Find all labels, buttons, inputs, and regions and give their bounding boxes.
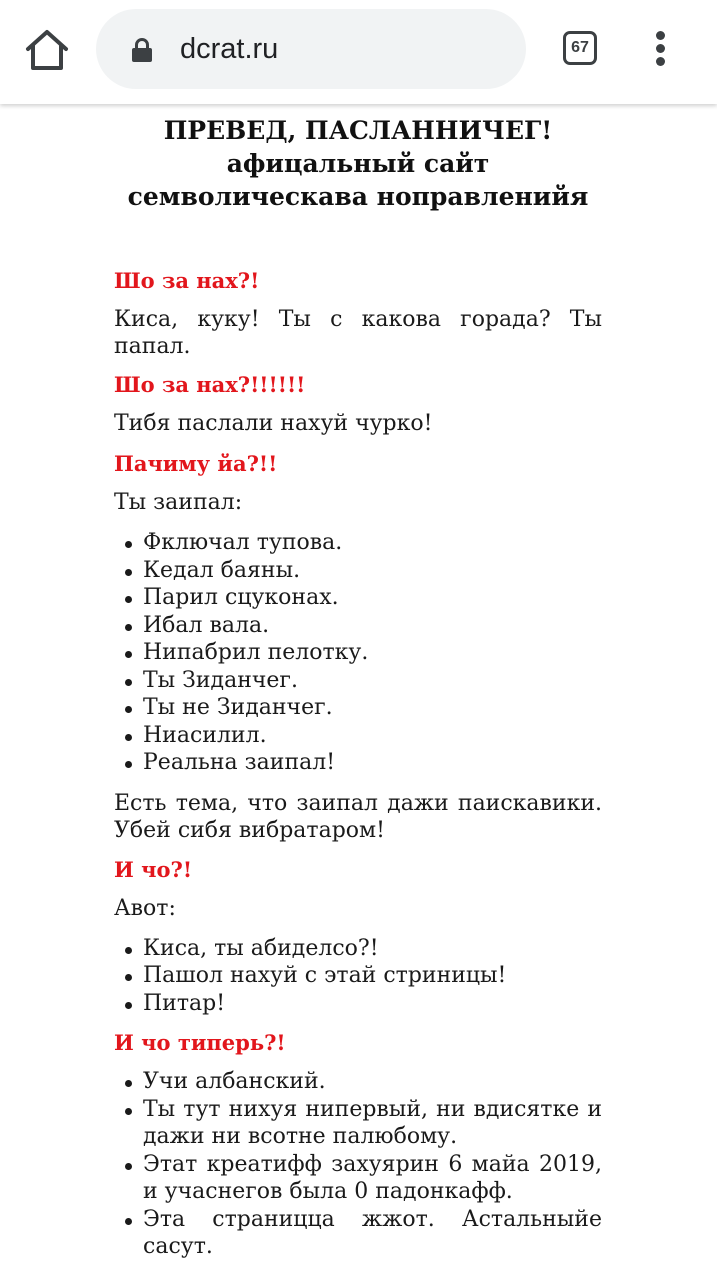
- section-heading: Шо за нах?!: [114, 268, 260, 293]
- list-item: Ты Зиданчег.: [114, 667, 602, 695]
- reasons-list: [114, 529, 602, 777]
- list-item: Этат креатифф захуярин 6 майа 2019, и учаснегов была 0 падонкафф.: [114, 1151, 602, 1206]
- list-item: Эта страницца жжот. Астальныйе сасут.: [114, 1206, 602, 1261]
- tab-switcher-button[interactable]: 67: [563, 31, 597, 65]
- list-item: Парил сцуконах.: [114, 584, 602, 612]
- consequences-list: [114, 935, 602, 1018]
- section-paragraph: Тибя паслали нахуй чурко!: [114, 411, 433, 436]
- list-item: Кедал баяны.: [114, 557, 602, 585]
- section-heading: И чо?!: [114, 856, 193, 882]
- list-item: Ты тут нихуя нипервый, ни вдисятке и дажи ни всотне палюбому.: [114, 1096, 602, 1151]
- list-item: Ниасилил.: [114, 722, 602, 750]
- url-text: dcrat.ru: [180, 33, 279, 65]
- list-item: Реальна заипал!: [114, 749, 602, 777]
- list-item: Пашол нахуй с этай стриницы!: [114, 962, 602, 990]
- section-paragraph: Ты заипал:: [114, 490, 243, 515]
- list-item: Питар!: [114, 990, 602, 1018]
- advice-list: [114, 1068, 602, 1261]
- list-item: Учи албанский.: [114, 1068, 602, 1096]
- site-title-line: афицальный сайт: [226, 149, 490, 178]
- list-item: Нипабрил пелотку.: [114, 639, 602, 667]
- more-vert-icon[interactable]: [650, 31, 670, 67]
- section-heading: Пачиму йа?!!: [114, 451, 278, 476]
- home-icon[interactable]: [22, 27, 72, 73]
- section-heading: И чо типерь?!: [114, 1030, 286, 1055]
- list-item: Ты не Зиданчег.: [114, 694, 602, 722]
- site-title-line: ПРЕВЕД, ПАСЛАННИЧЕГ!: [163, 116, 553, 145]
- list-item: Ибал вала.: [114, 612, 602, 640]
- list-item: Фключал тупова.: [114, 529, 602, 557]
- list-item: Киса, ты абиделсо?!: [114, 935, 602, 963]
- section-paragraph: Есть тема, что заипал дажи паискавики. Убей сибя вибратаром!: [114, 790, 602, 843]
- section-paragraph: Киса, куку! Ты с какова горада? Ты папал.: [114, 307, 602, 359]
- address-bar[interactable]: [96, 9, 526, 89]
- page-content: [114, 104, 602, 1261]
- site-title: [54, 114, 662, 213]
- browser-toolbar: [0, 0, 717, 104]
- section-heading: Шо за нах?!!!!!!: [114, 372, 306, 397]
- lock-icon: [132, 38, 152, 62]
- site-title-line: семволическава ноправленийя: [127, 182, 589, 211]
- section-paragraph: Авот:: [114, 895, 176, 921]
